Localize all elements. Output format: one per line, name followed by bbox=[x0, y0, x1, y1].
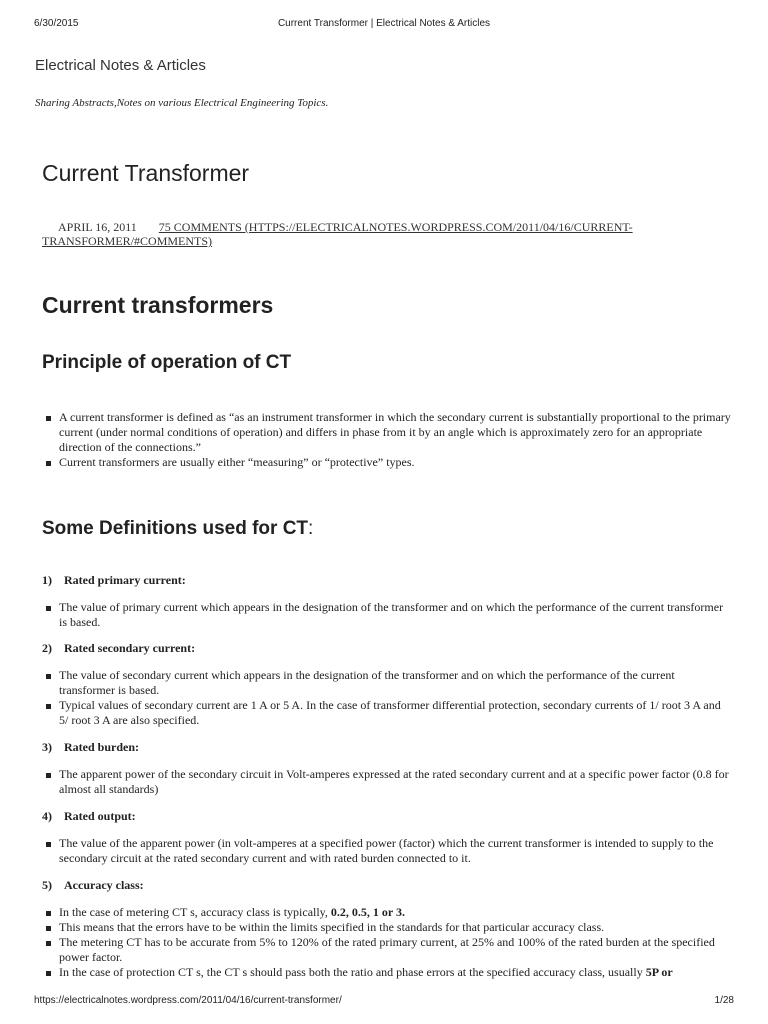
definition-number: 1) bbox=[42, 573, 52, 587]
list-item: The value of secondary current which appears in the designation of the transformer and on which the performance of the current transformer is based. bbox=[42, 668, 732, 698]
list-item: The apparent power of the secondary circuit in Volt-amperes expressed at the rated secondary current and at a specific power factor (0.8 for almost all standards) bbox=[42, 767, 732, 797]
definition-heading-rated-output bbox=[42, 809, 136, 824]
page-number: 1/28 bbox=[714, 995, 734, 1006]
definition-list-1 bbox=[42, 600, 732, 630]
list-item: The value of primary current which appears in the designation of the transformer and on which the performance of the current transformer is based. bbox=[42, 600, 732, 630]
print-header bbox=[34, 18, 734, 32]
definition-title: Rated output: bbox=[64, 809, 136, 823]
definition-number: 2) bbox=[42, 641, 52, 655]
principle-list bbox=[42, 410, 732, 470]
print-url: https://electricalnotes.wordpress.com/2011/04/16/current-transformer/ bbox=[34, 995, 342, 1006]
print-footer bbox=[34, 995, 734, 1009]
print-title: Current Transformer | Electrical Notes & Articles bbox=[277, 18, 491, 29]
list-item: The value of the apparent power (in volt-amperes at a specified power (factor) which the current transformer is intended to supply to the secondary circuit at the rated secondary current and with rated burden connected to it. bbox=[42, 836, 732, 866]
list-item-text: In the case of metering CT s, accuracy class is typically, bbox=[59, 905, 331, 919]
article-date: APRIL 16, 2011 bbox=[58, 220, 137, 234]
list-item-text: In the case of protection CT s, the CT s should pass both the ratio and phase errors at the specified accuracy class, usually bbox=[59, 965, 646, 979]
definition-title: Rated burden: bbox=[64, 740, 140, 754]
definitions-heading-text: Some Definitions used for CT bbox=[42, 518, 309, 539]
definition-heading-rated-primary-current bbox=[42, 573, 186, 588]
print-date: 6/30/2015 bbox=[34, 18, 79, 29]
definition-heading-rated-secondary-current bbox=[42, 641, 195, 656]
list-item-bold: 5P or bbox=[645, 965, 673, 979]
definition-title: Accuracy class: bbox=[64, 878, 144, 892]
site-tagline: Sharing Abstracts,Notes on various Electrical Engineering Topics. bbox=[35, 97, 329, 109]
heading-definitions bbox=[42, 518, 313, 540]
definition-title: Rated secondary current: bbox=[64, 641, 196, 655]
definition-number: 5) bbox=[42, 878, 52, 892]
list-item-bold: 0.2, 0.5, 1 or 3. bbox=[330, 905, 406, 919]
section-heading-current-transformers: Current transformers bbox=[42, 292, 274, 318]
list-item: This means that the errors have to be within the limits specified in the standards for that particular accuracy class. bbox=[42, 920, 732, 935]
site-title[interactable]: Electrical Notes & Articles bbox=[35, 57, 206, 74]
list-item: The metering CT has to be accurate from 5% to 120% of the rated primary current, at 25% and 100% of the rated burden at the specified power factor. bbox=[42, 935, 732, 965]
heading-principle-of-operation: Principle of operation of CT bbox=[42, 352, 292, 373]
definition-list-4 bbox=[42, 836, 732, 866]
definition-list-3 bbox=[42, 767, 732, 797]
definition-number: 3) bbox=[42, 740, 52, 754]
definition-title: Rated primary current: bbox=[64, 573, 186, 587]
definition-heading-rated-burden bbox=[42, 740, 139, 755]
list-item bbox=[42, 905, 732, 920]
comments-link[interactable]: 75 COMMENTS (HTTPS://ELECTRICALNOTES.WORDPRESS.COM/2011/04/16/CURRENT-TRANSFORMER/#COMMENTS) bbox=[42, 220, 633, 248]
list-item bbox=[42, 965, 732, 980]
definition-list-5 bbox=[42, 905, 732, 980]
article-title: Current Transformer bbox=[42, 160, 250, 186]
definitions-heading-colon: : bbox=[308, 518, 314, 539]
definition-heading-accuracy-class bbox=[42, 878, 144, 893]
list-item: A current transformer is defined as “as an instrument transformer in which the secondary current is substantially proportional to the primary current (under normal conditions of operation) and differs in phase from it by an angle which is approximately zero for an appropriate direction of the connections.” bbox=[42, 410, 732, 455]
definition-list-2 bbox=[42, 668, 732, 728]
definition-number: 4) bbox=[42, 809, 52, 823]
list-item: Current transformers are usually either “measuring” or “protective” types. bbox=[42, 455, 732, 470]
list-item: Typical values of secondary current are 1 A or 5 A. In the case of transformer differential protection, secondary currents of 1/ root 3 A and 5/ root 3 A are also specified. bbox=[42, 698, 732, 728]
article-meta bbox=[42, 220, 642, 248]
